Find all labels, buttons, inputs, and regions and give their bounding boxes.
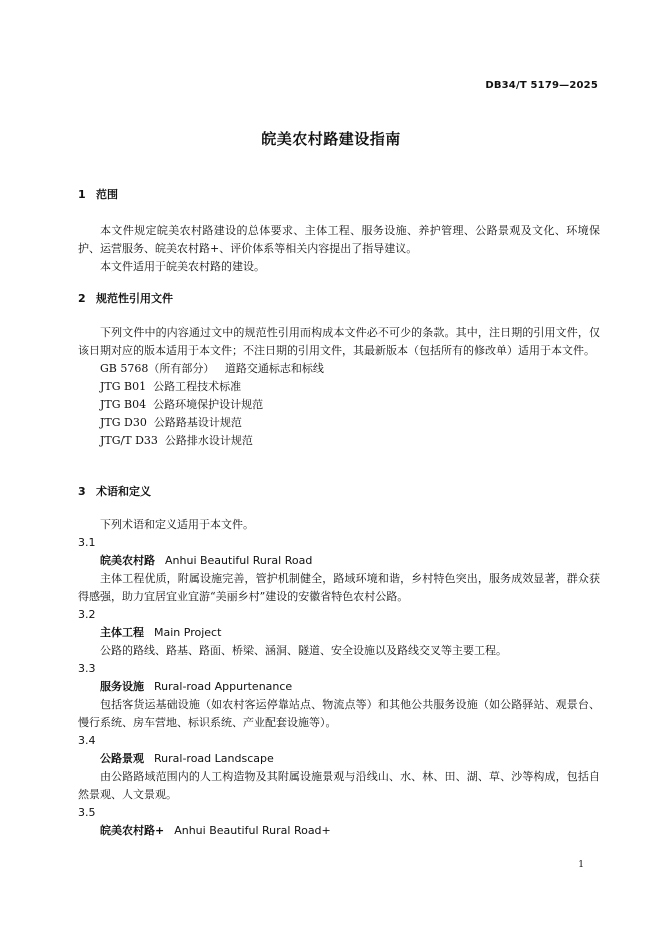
section-2-body: [78, 324, 600, 450]
term-en: Anhui Beautiful Rural Road: [165, 554, 313, 567]
reference-code: GB 5768（所有部分）: [100, 362, 215, 375]
term-name: [78, 822, 600, 840]
term-number: 3.1: [78, 536, 96, 549]
section-1-heading: [78, 188, 600, 202]
term-definition: 公路的路线、路基、路面、桥梁、涵洞、隧道、安全设施以及路线交叉等主要工程。: [100, 644, 507, 657]
term-definition: 包括客货运基础设施（如农村客运停靠站点、物流点等）和其他公共服务设施（如公路驿站、观景台、慢行系统、房车营地、标识系统、产业配套设施等）。: [78, 698, 600, 729]
paragraph: 本文件适用于皖美农村路的建设。: [100, 260, 265, 273]
term-definition: 主体工程优质，附属设施完善，管护机制健全，路域环境和谐，乡村特色突出，服务成效显著，群众获得感强，助力宜居宜业宜游“美丽乡村”建设的安徽省特色农村公路。: [78, 572, 600, 603]
reference-name: 公路环境保护设计规范: [153, 398, 264, 411]
reference-name: 公路路基设计规范: [153, 416, 242, 429]
term-en: Rural-road Appurtenance: [154, 680, 293, 693]
section-3-body: [78, 516, 600, 840]
reference-item: [78, 378, 600, 396]
term-name: [78, 750, 600, 768]
document-title: 皖美农村路建设指南: [261, 130, 401, 148]
term-name: [78, 552, 600, 570]
section-2-heading: [78, 292, 600, 306]
term-cn: 公路景观: [100, 752, 144, 765]
section-1-body: [78, 222, 600, 276]
term-en: Rural-road Landscape: [154, 752, 274, 765]
term-en: Anhui Beautiful Rural Road+: [174, 824, 331, 837]
paragraph: 下列文件中的内容通过文中的规范性引用而构成本文件必不可少的条款。其中，注日期的引用文件，仅该日期对应的版本适用于本文件；不注日期的引用文件，其最新版本（包括所有的修改单）适用于本文件。: [78, 326, 600, 357]
reference-code: JTG B01: [100, 380, 147, 393]
paragraph: 下列术语和定义适用于本文件。: [100, 518, 254, 531]
term-cn: 皖美农村路: [100, 554, 155, 567]
section-3-heading: [78, 485, 600, 499]
term-number: 3.2: [78, 608, 96, 621]
term-number: 3.4: [78, 734, 96, 747]
section-title: 范围: [96, 188, 118, 201]
term-definition: 由公路路域范围内的人工构造物及其附属设施景观与沿线山、水、林、田、湖、草、沙等构成，包括自然景观、人文景观。: [78, 770, 600, 801]
reference-code: JTG/T D33: [100, 434, 158, 447]
section-number: 2: [78, 292, 86, 305]
reference-name: 公路排水设计规范: [164, 434, 253, 447]
term-name: [78, 678, 600, 696]
term-en: Main Project: [154, 626, 222, 639]
section-number: 1: [78, 188, 86, 201]
section-title: 术语和定义: [96, 485, 151, 498]
section-number: 3: [78, 485, 86, 498]
reference-code: JTG B04: [100, 398, 147, 411]
term-cn: 主体工程: [100, 626, 144, 639]
term-cn: 服务设施: [100, 680, 144, 693]
reference-item: [78, 432, 600, 450]
term-cn: 皖美农村路+: [100, 824, 165, 837]
term-number: 3.3: [78, 662, 96, 675]
section-title: 规范性引用文件: [96, 292, 173, 305]
term-name: [78, 624, 600, 642]
reference-item: [78, 360, 600, 378]
term-number: 3.5: [78, 806, 96, 819]
paragraph: 本文件规定皖美农村路建设的总体要求、主体工程、服务设施、养护管理、公路景观及文化、环境保护、运营服务、皖美农村路+、评价体系等相关内容提出了指导建议。: [78, 224, 600, 255]
reference-item: [78, 414, 600, 432]
reference-name: 公路工程技术标准: [153, 380, 242, 393]
reference-name: 道路交通标志和标线: [224, 362, 324, 375]
reference-item: [78, 396, 600, 414]
document-code: DB34/T 5179—2025: [485, 80, 598, 91]
reference-code: JTG D30: [100, 416, 147, 429]
page-number: 1: [578, 860, 584, 870]
